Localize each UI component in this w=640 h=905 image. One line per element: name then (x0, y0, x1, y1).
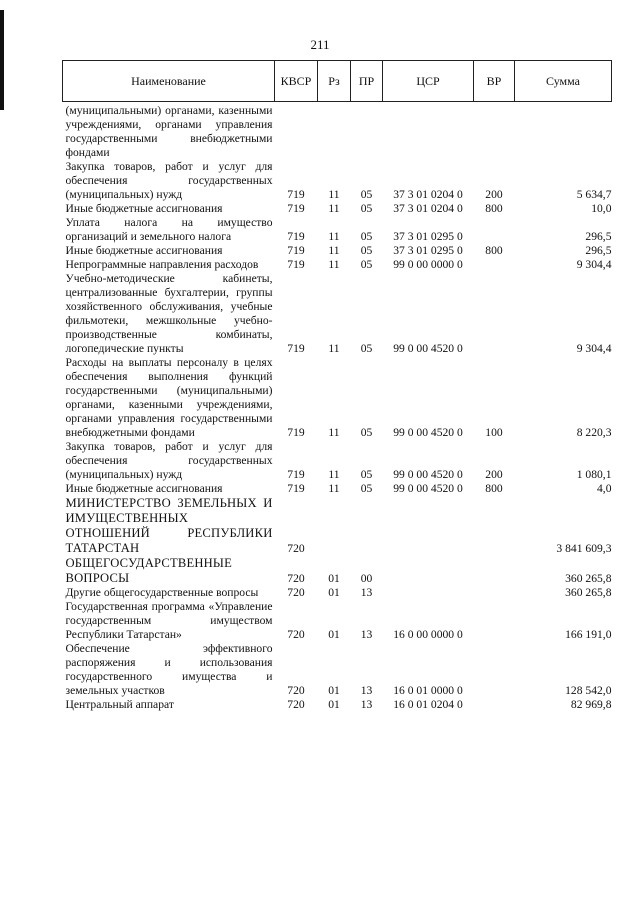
row-kvsr (275, 102, 318, 161)
table-body (63, 102, 612, 713)
table-row (63, 160, 612, 202)
row-name: Центральный аппарат (65, 698, 174, 711)
row-vr: 800 (485, 482, 503, 495)
row-name: Закупка товаров, работ и услуг для обеспечения государственных (муниципальных) нужд (65, 440, 273, 481)
row-pr: 13 (360, 698, 373, 711)
header-vr: ВР (474, 61, 515, 102)
row-vr (474, 258, 515, 272)
row-csr: 16 0 00 0000 0 (393, 628, 463, 641)
row-pr: 05 (360, 468, 373, 481)
row-pr: 05 (360, 258, 373, 271)
row-rz: 11 (328, 230, 340, 243)
row-sum: 9 304,4 (576, 258, 612, 271)
row-kvsr: 719 (287, 188, 305, 201)
row-sum: 360 265,8 (565, 586, 612, 599)
table-row (63, 642, 612, 698)
row-csr (383, 496, 474, 556)
row-pr: 05 (360, 342, 373, 355)
table-row (63, 356, 612, 440)
row-name: Иные бюджетные ассигнования (65, 482, 223, 495)
row-pr: 05 (360, 482, 373, 495)
row-csr: 99 0 00 4520 0 (393, 342, 463, 355)
row-sum: 128 542,0 (565, 684, 612, 697)
row-name: ОБЩЕГОСУДАРСТВЕННЫЕ ВОПРОСЫ (65, 556, 233, 585)
row-csr (383, 102, 474, 161)
row-sum: 10,0 (591, 202, 612, 215)
row-csr: 37 3 01 0204 0 (393, 202, 463, 215)
row-sum: 3 841 609,3 (556, 542, 612, 555)
row-vr (474, 216, 515, 244)
row-rz: 11 (328, 342, 340, 355)
header-row (63, 61, 612, 102)
row-vr: 800 (485, 244, 503, 257)
header-sum: Сумма (515, 61, 612, 102)
row-vr: 200 (485, 188, 503, 201)
row-name: (муниципальными) органами, казенными учреждениями, органами управления государственными внебюджетными фондами (65, 104, 273, 159)
row-vr: 200 (485, 468, 503, 481)
row-csr: 37 3 01 0295 0 (393, 230, 463, 243)
row-kvsr: 720 (287, 572, 305, 585)
row-name: Закупка товаров, работ и услуг для обеспечения государственных (муниципальных) нужд (65, 160, 273, 201)
row-sum: 166 191,0 (565, 628, 612, 641)
table-row (63, 440, 612, 482)
row-rz: 01 (328, 628, 340, 641)
row-sum: 5 634,7 (576, 188, 612, 201)
row-name: Непрограммные направления расходов (65, 258, 259, 271)
row-vr: 800 (485, 202, 503, 215)
table-row (63, 482, 612, 496)
row-csr: 99 0 00 4520 0 (393, 468, 463, 481)
row-name: Государственная программа «Управление государственным имуществом Республики Татарстан» (65, 600, 273, 641)
header-rz: Рз (318, 61, 351, 102)
row-sum: 9 304,4 (576, 342, 612, 355)
row-sum: 360 265,8 (565, 572, 612, 585)
row-pr: 13 (360, 684, 373, 697)
row-name: Обеспечение эффективного распоряжения и использования государственного имущества и земельных участков (65, 642, 273, 697)
row-sum: 4,0 (597, 482, 612, 495)
budget-table (62, 60, 612, 712)
table-row (63, 586, 612, 600)
table-row (63, 102, 612, 161)
header-csr: ЦСР (383, 61, 474, 102)
row-kvsr: 719 (287, 426, 305, 439)
row-csr: 99 0 00 4520 0 (393, 482, 463, 495)
row-kvsr: 720 (287, 698, 305, 711)
row-csr: 99 0 00 4520 0 (393, 426, 463, 439)
row-kvsr: 720 (287, 628, 305, 641)
row-csr (383, 586, 474, 600)
table-row (63, 698, 612, 712)
row-rz: 11 (328, 482, 340, 495)
row-kvsr: 719 (287, 482, 305, 495)
row-kvsr: 719 (287, 342, 305, 355)
row-rz (318, 102, 351, 161)
row-vr (474, 698, 515, 712)
row-kvsr: 720 (287, 684, 305, 697)
row-pr: 00 (360, 572, 373, 585)
row-sum: 1 080,1 (576, 468, 612, 481)
row-rz: 11 (328, 244, 340, 257)
row-name: Уплата налога на имущество организаций и земельного налога (65, 216, 273, 243)
row-sum: 82 969,8 (570, 698, 612, 711)
row-pr: 13 (360, 586, 373, 599)
table-row (63, 272, 612, 356)
row-name: Иные бюджетные ассигнования (65, 244, 223, 257)
header-name: Наименование (63, 61, 275, 102)
row-vr (474, 586, 515, 600)
row-csr (383, 556, 474, 586)
row-sum: 8 220,3 (576, 426, 612, 439)
table-row (63, 216, 612, 244)
row-rz: 11 (328, 258, 340, 271)
header-pr: ПР (351, 61, 383, 102)
table-row (63, 244, 612, 258)
row-kvsr: 719 (287, 202, 305, 215)
row-csr: 37 3 01 0204 0 (393, 188, 463, 201)
row-rz: 01 (328, 698, 340, 711)
row-kvsr: 720 (287, 586, 305, 599)
row-pr: 05 (360, 230, 373, 243)
row-name: Учебно-методические кабинеты, централизованные бухгалтерии, группы хозяйственного обслуживания, учебные фильмотеки, межшкольные учебно-производственные комбинаты, логопедические пункты (65, 272, 273, 355)
row-vr (474, 272, 515, 356)
row-name: Расходы на выплаты персоналу в целях обеспечения выполнения функций государственными (муниципальными) органами, казенными учреждениями, органами управления государственными внебюджетными фондами (65, 356, 273, 439)
row-sum: 296,5 (585, 230, 612, 243)
row-kvsr: 720 (287, 542, 305, 555)
scan-edge-mark (0, 10, 4, 110)
row-rz: 01 (328, 684, 340, 697)
row-pr: 13 (360, 628, 373, 641)
row-name: Другие общегосударственные вопросы (65, 586, 259, 599)
row-vr (474, 496, 515, 556)
row-pr: 05 (360, 188, 373, 201)
row-pr (351, 102, 383, 161)
table-row (63, 600, 612, 642)
row-rz: 11 (328, 188, 340, 201)
budget-table-container (62, 60, 611, 712)
row-vr (474, 642, 515, 698)
row-name: МИНИСТЕРСТВО ЗЕМЕЛЬНЫХ И ИМУЩЕСТВЕННЫХ ОТНОШЕНИЙ РЕСПУБЛИКИ ТАТАРСТАН (65, 496, 273, 555)
row-csr: 37 3 01 0295 0 (393, 244, 463, 257)
row-kvsr: 719 (287, 244, 305, 257)
row-vr (474, 600, 515, 642)
row-rz: 11 (328, 426, 340, 439)
row-pr: 05 (360, 426, 373, 439)
page-number: 211 (310, 37, 330, 52)
row-rz: 01 (328, 572, 340, 585)
table-row (63, 496, 612, 556)
row-vr (474, 556, 515, 586)
row-csr: 99 0 00 0000 0 (393, 258, 463, 271)
row-kvsr: 719 (287, 468, 305, 481)
row-pr (351, 496, 383, 556)
row-rz: 01 (328, 586, 340, 599)
row-vr: 100 (485, 426, 503, 439)
table-row (63, 258, 612, 272)
table-row (63, 556, 612, 586)
row-name: Иные бюджетные ассигнования (65, 202, 223, 215)
row-rz (318, 496, 351, 556)
table-header (63, 61, 612, 102)
row-vr (474, 102, 515, 161)
row-sum (515, 102, 612, 161)
row-pr: 05 (360, 202, 373, 215)
row-sum: 296,5 (585, 244, 612, 257)
row-csr: 16 0 01 0000 0 (393, 684, 463, 697)
row-kvsr: 719 (287, 258, 305, 271)
row-pr: 05 (360, 244, 373, 257)
row-kvsr: 719 (287, 230, 305, 243)
header-kvsr: КВСР (275, 61, 318, 102)
row-rz: 11 (328, 468, 340, 481)
table-row (63, 202, 612, 216)
row-rz: 11 (328, 202, 340, 215)
row-csr: 16 0 01 0204 0 (393, 698, 463, 711)
